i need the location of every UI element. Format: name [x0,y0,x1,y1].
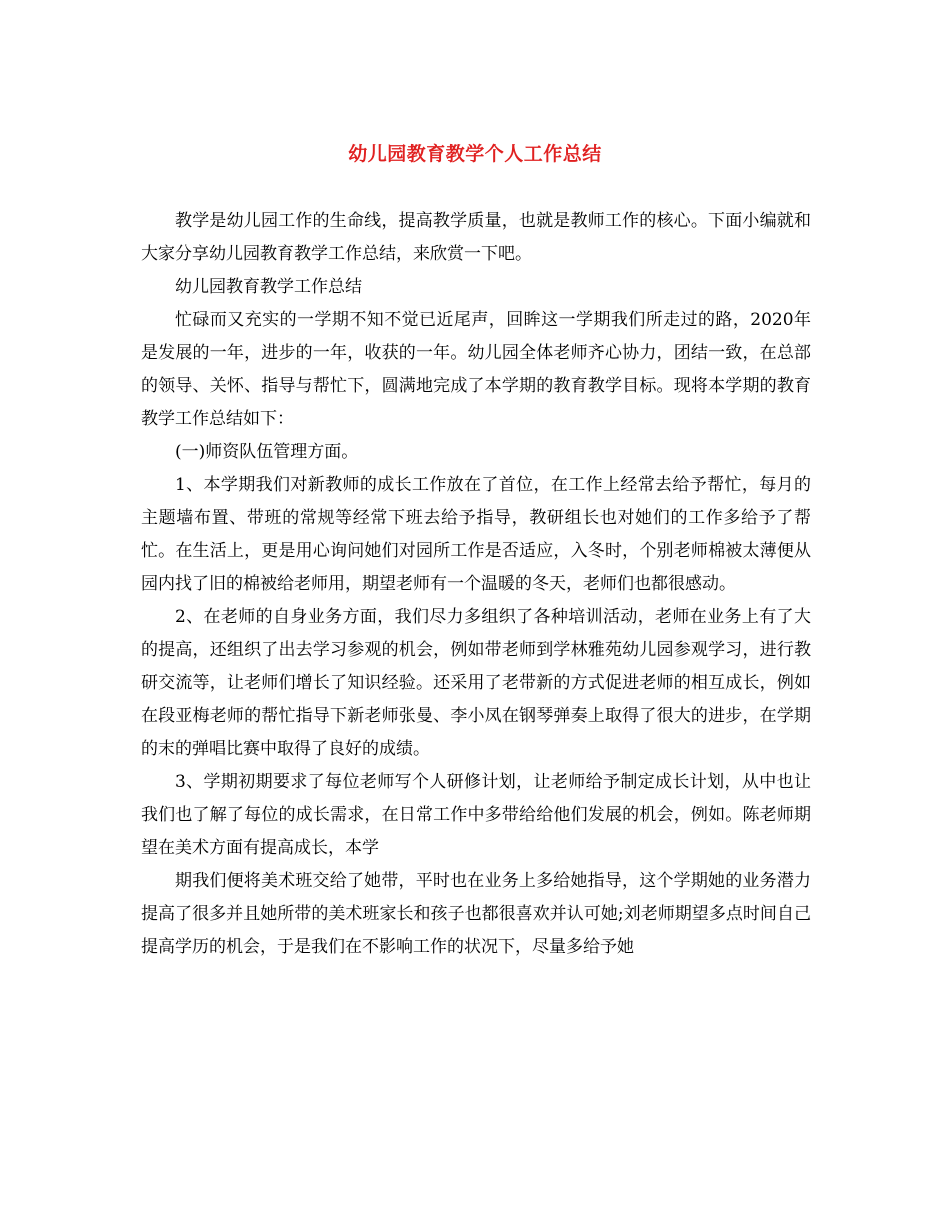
paragraph-intro: 教学是幼儿园工作的生命线，提高教学质量，也就是教师工作的核心。下面小编就和大家分享幼儿园教育教学工作总结，来欣赏一下吧。 [141,211,811,264]
paragraph-continuation: 期我们便将美术班交给了她带，平时也在业务上多给她指导，这个学期她的业务潜力提高了很多并且她所带的美术班家长和孩子也都很喜欢并认可她;刘老师期望多点时间自己提高学历的机会，于是我们在不影响工作的状况下，尽量多给予她 [141,871,811,957]
document-body [141,205,811,964]
paragraph-item-1: 1、本学期我们对新教师的成长工作放在了首位，在工作上经常去给予帮忙，每月的主题墙布置、带班的常规等经常下班去给予指导，教研组长也对她们的工作多给予了帮忙。在生活上，更是用心询问她们对园所工作是否适应，入冬时，个别老师棉被太薄便从园内找了旧的棉被给老师用，期望老师有一个温暖的冬天，老师们也都很感动。 [141,475,811,594]
paragraph-item-3: 3、学期初期要求了每位老师写个人研修计划，让老师给予制定成长计划，从中也让我们也了解了每位的成长需求，在日常工作中多带给给他们发展的机会，例如。陈老师期望在美术方面有提高成长，本学 [141,772,811,858]
paragraph-overview: 忙碌而又充实的一学期不知不觉已近尾声，回眸这一学期我们所走过的路，2020年是发展的一年，进步的一年，收获的一年。幼儿园全体老师齐心协力，团结一致，在总部的领导、关怀、指导与帮忙下，圆满地完成了本学期的教育教学目标。现将本学期的教育教学工作总结如下： [141,310,811,429]
document-title: 幼儿园教育教学个人工作总结 [348,143,602,165]
paragraph-item-2: 2、在老师的自身业务方面，我们尽力多组织了各种培训活动，老师在业务上有了大的提高，还组织了出去学习参观的机会，例如带老师到学林雅苑幼儿园参观学习，进行教研交流等，让老师们增长了知识经验。还采用了老带新的方式促进老师的相互成长，例如在段亚梅老师的帮忙指导下新老师张曼、李小凤在钢琴弹奏上取得了很大的进步，在学期的末的弹唱比赛中取得了良好的成绩。 [141,607,811,759]
paragraph-subtitle: 幼儿园教育教学工作总结 [175,277,362,297]
paragraph-section-heading: (一)师资队伍管理方面。 [175,442,359,462]
